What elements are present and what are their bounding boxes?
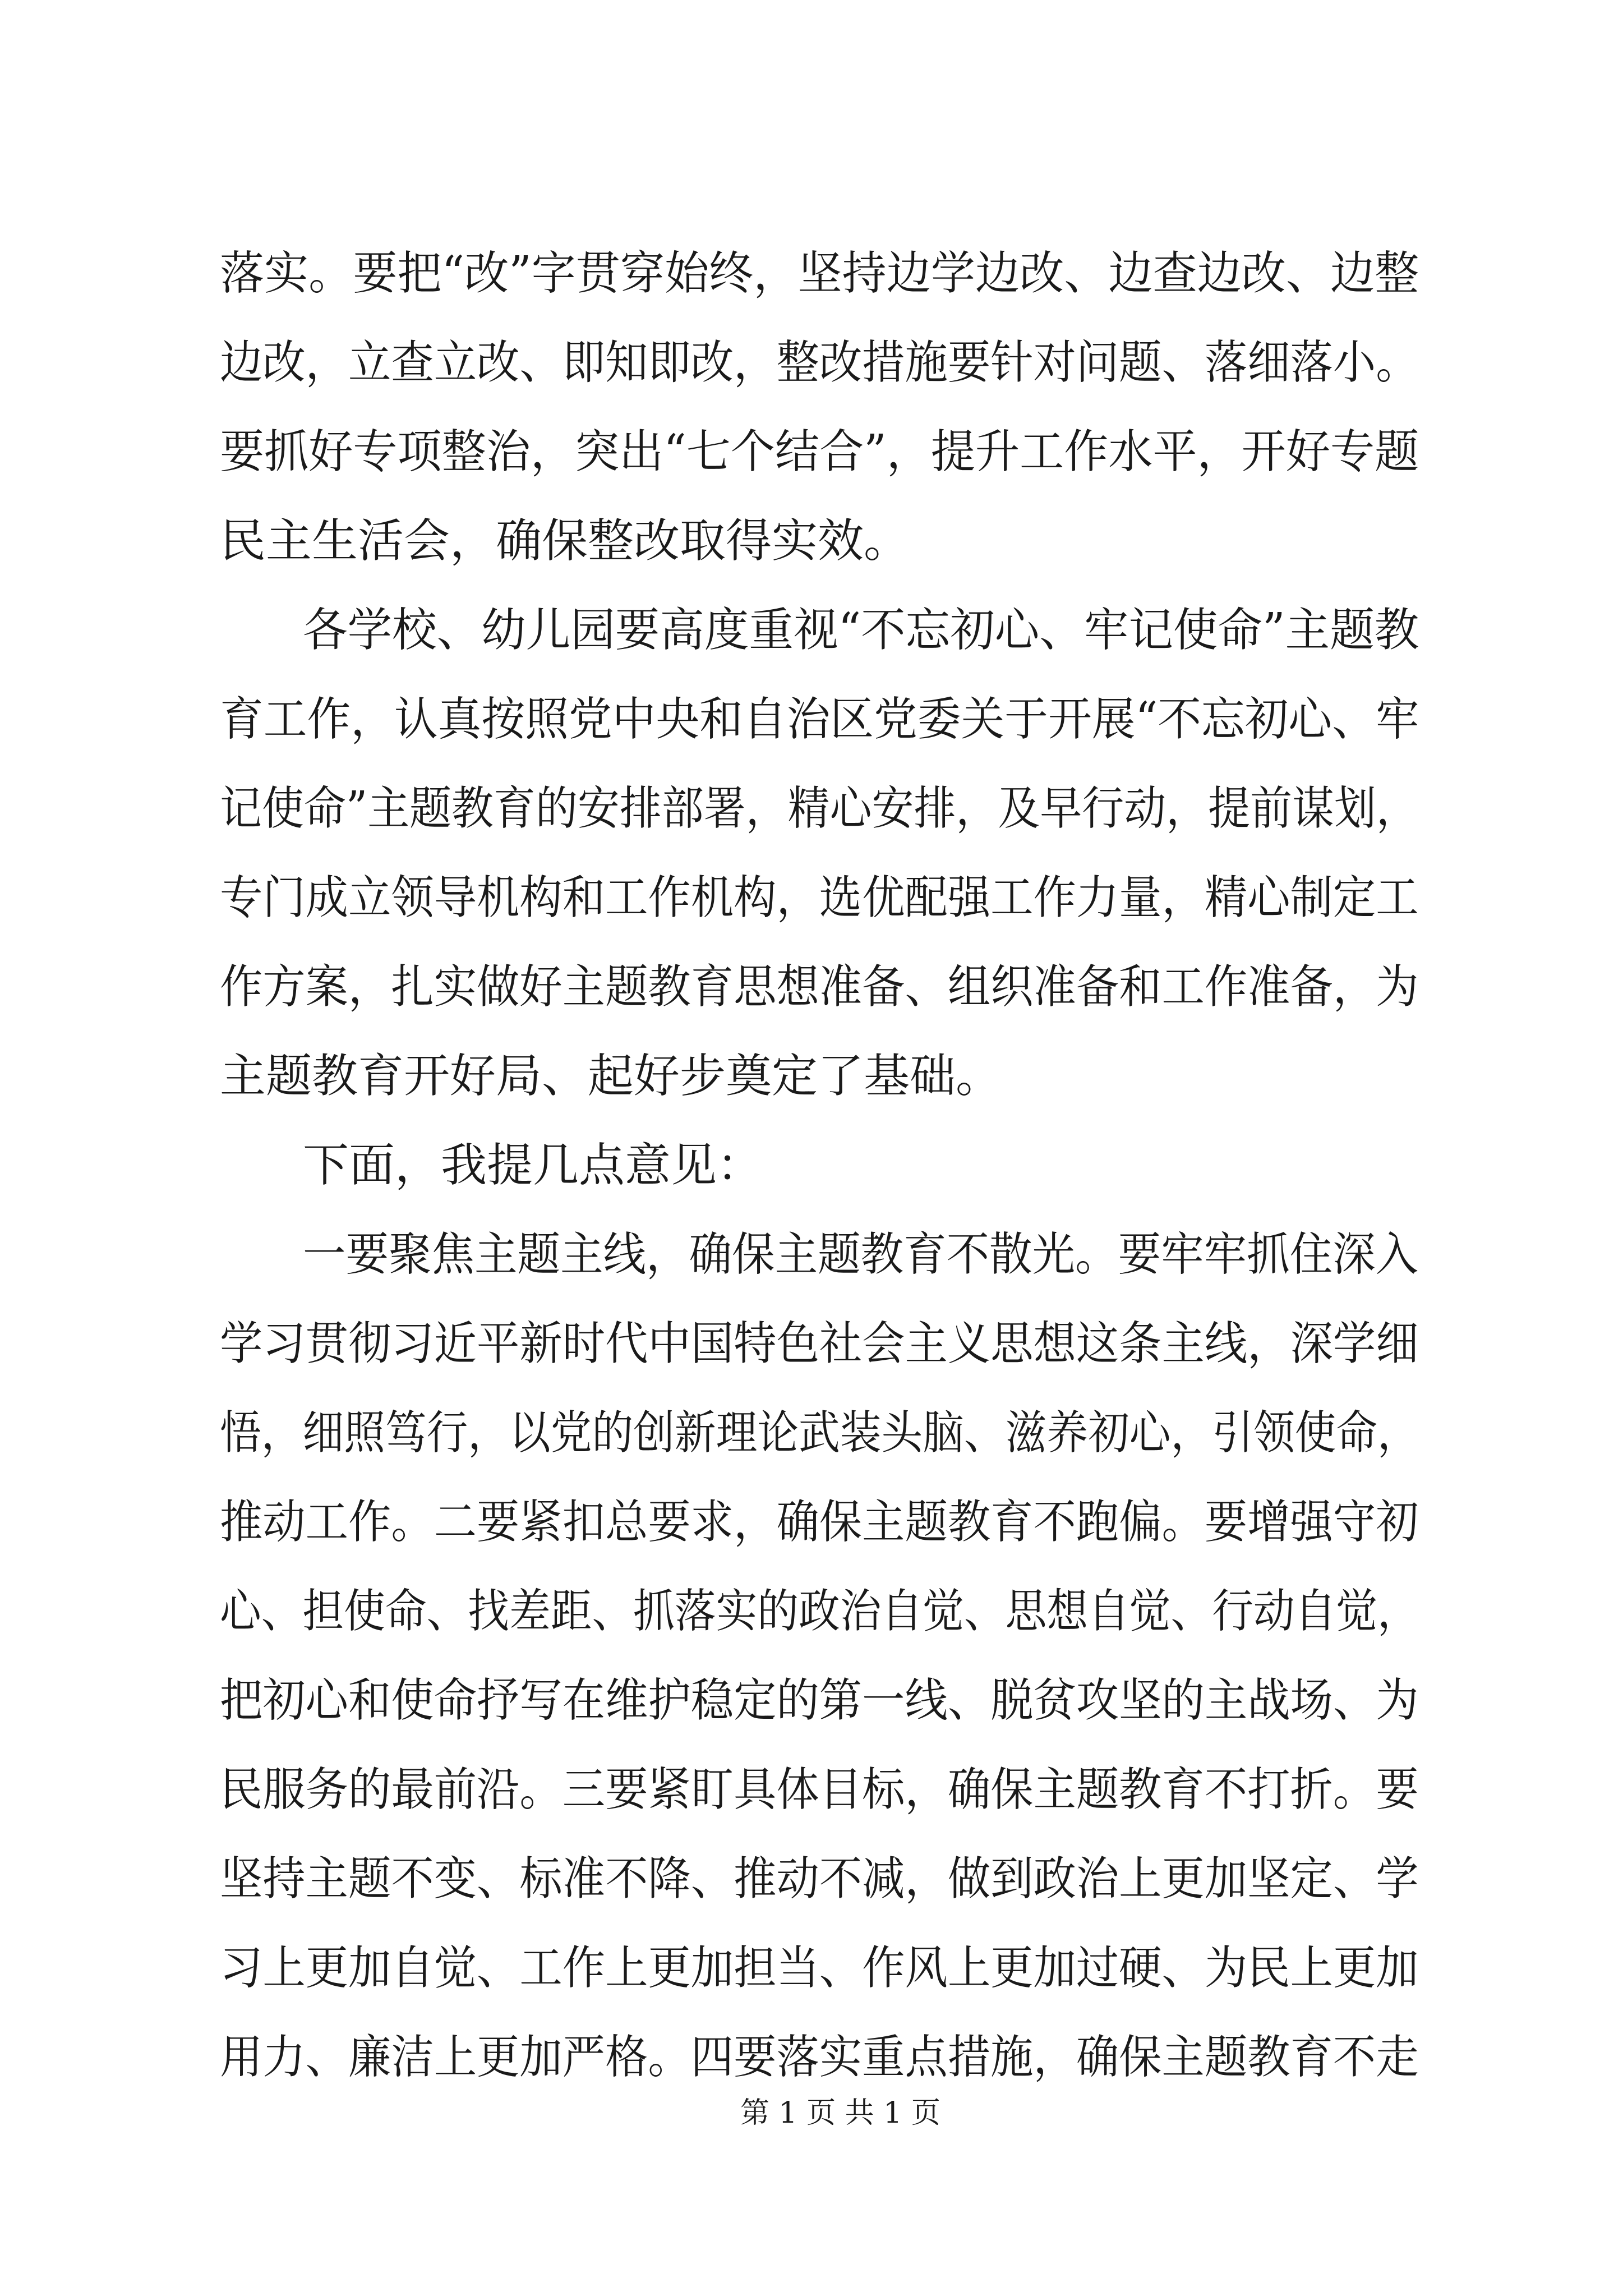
text-line-17: 把初心和使命抒写在维护稳定的第一线、脱贫攻坚的主战场、为 bbox=[220, 1674, 1419, 1727]
text-line-5: 各学校、幼儿园要高度重视“不忘初心、牢记使命”主题教 bbox=[303, 604, 1419, 657]
text-line-18: 民服务的最前沿。三要紧盯具体目标，确保主题教育不打折。要 bbox=[220, 1763, 1419, 1816]
text-line-19: 坚持主题不变、标准不降、推动不减，做到政治上更加坚定、学 bbox=[220, 1852, 1419, 1906]
text-line-4: 民主生活会，确保整改取得实效。 bbox=[220, 514, 910, 568]
text-line-3: 要抓好专项整治，突出“七个结合”，提升工作水平，开好专题 bbox=[220, 425, 1419, 478]
text-line-11: 下面，我提几点意见： bbox=[303, 1139, 763, 1192]
text-line-7: 记使命”主题教育的安排部署，精心安排，及早行动，提前谋划， bbox=[220, 782, 1418, 835]
text-line-2: 边改，立查立改、即知即改，整改措施要针对问题、落细落小。 bbox=[220, 336, 1419, 389]
text-line-12: 一要聚焦主题主线，确保主题教育不散光。要牢牢抓住深入 bbox=[303, 1228, 1419, 1281]
text-line-13: 学习贯彻习近平新时代中国特色社会主义思想这条主线，深学细 bbox=[220, 1317, 1419, 1370]
text-line-20: 习上更加自觉、工作上更加担当、作风上更加过硬、为民上更加 bbox=[220, 1941, 1419, 1995]
page-footer: 第 1 页 共 1 页 bbox=[740, 2096, 940, 2130]
text-line-10: 主题教育开好局、起好步奠定了基础。 bbox=[220, 1050, 1002, 1103]
text-line-1: 落实。要把“改”字贯穿始终，坚持边学边改、边查边改、边整 bbox=[220, 247, 1419, 300]
text-line-9: 作方案，扎实做好主题教育思想准备、组织准备和工作准备，为 bbox=[220, 960, 1419, 1014]
text-line-8: 专门成立领导机构和工作机构，选优配强工作力量，精心制定工 bbox=[220, 871, 1419, 924]
text-line-16: 心、担使命、找差距、抓落实的政治自觉、思想自觉、行动自觉， bbox=[220, 1585, 1419, 1638]
text-line-21: 用力、廉洁上更加严格。四要落实重点措施，确保主题教育不走 bbox=[220, 2031, 1419, 2084]
text-line-14: 悟，细照笃行，以党的创新理论武装头脑、滋养初心，引领使命， bbox=[220, 1406, 1419, 1460]
text-line-6: 育工作，认真按照党中央和自治区党委关于开展“不忘初心、牢 bbox=[220, 693, 1419, 746]
text-line-15: 推动工作。二要紧扣总要求，确保主题教育不跑偏。要增强守初 bbox=[220, 1496, 1419, 1549]
